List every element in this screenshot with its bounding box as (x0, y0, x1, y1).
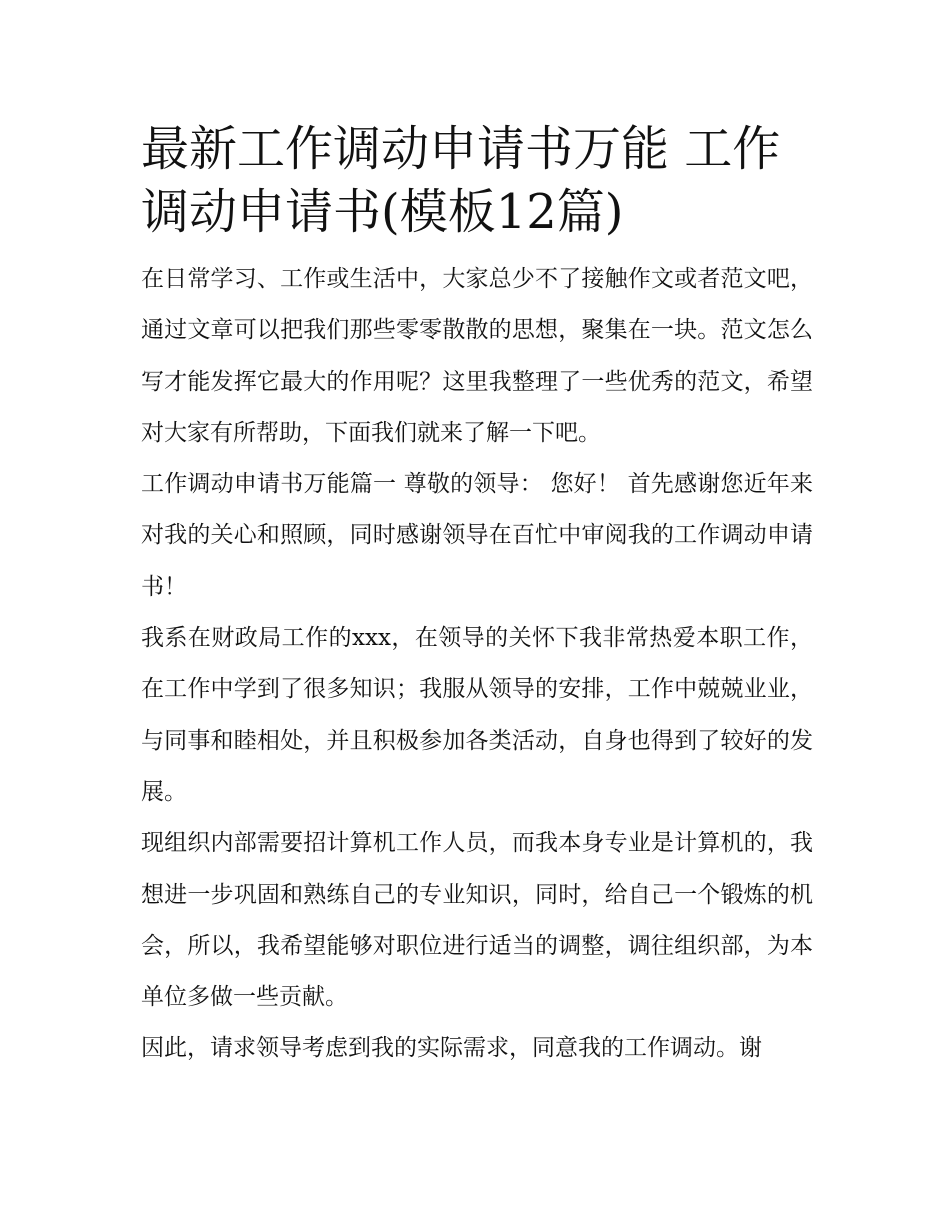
paragraph-request: 因此，请求领导考虑到我的实际需求，同意我的工作调动。谢 (141, 1035, 762, 1062)
paragraph-intro: 在日常学习、工作或生活中，大家总少不了接触作文或者范文吧，通过文章可以把我们那些零零散散的思想，聚集在一块。范文怎么写才能发挥它最大的作用呢？这里我整理了一些优秀的范文，希望对大家有所帮助，下面我们就来了解一下吧。 (141, 266, 813, 446)
paragraph-background: 我系在财政局工作的xxx，在领导的关怀下我非常热爱本职工作，在工作中学到了很多知识；我服从领导的安排，工作中兢兢业业，与同事和睦相处，并且积极参加各类活动，自身也得到了较好的发展。 (141, 625, 813, 805)
paragraph-reason: 现组织内部需要招计算机工作人员，而我本身专业是计算机的，我想进一步巩固和熟练自己的专业知识，同时，给自己一个锻炼的机会，所以，我希望能够对职位进行适当的调整，调往组织部，为本单位多做一些贡献。 (141, 830, 813, 1011)
paragraph-greeting: 工作调动申请书万能篇一 尊敬的领导： 您好！ 首先感谢您近年来对我的关心和照顾，同时感谢领导在百忙中审阅我的工作调动申请书！ (141, 471, 813, 600)
document-content (141, 118, 813, 1075)
document-title: 最新工作调动申请书万能 工作调动申请书(模板12篇) (141, 121, 781, 240)
document-body (141, 254, 813, 1075)
